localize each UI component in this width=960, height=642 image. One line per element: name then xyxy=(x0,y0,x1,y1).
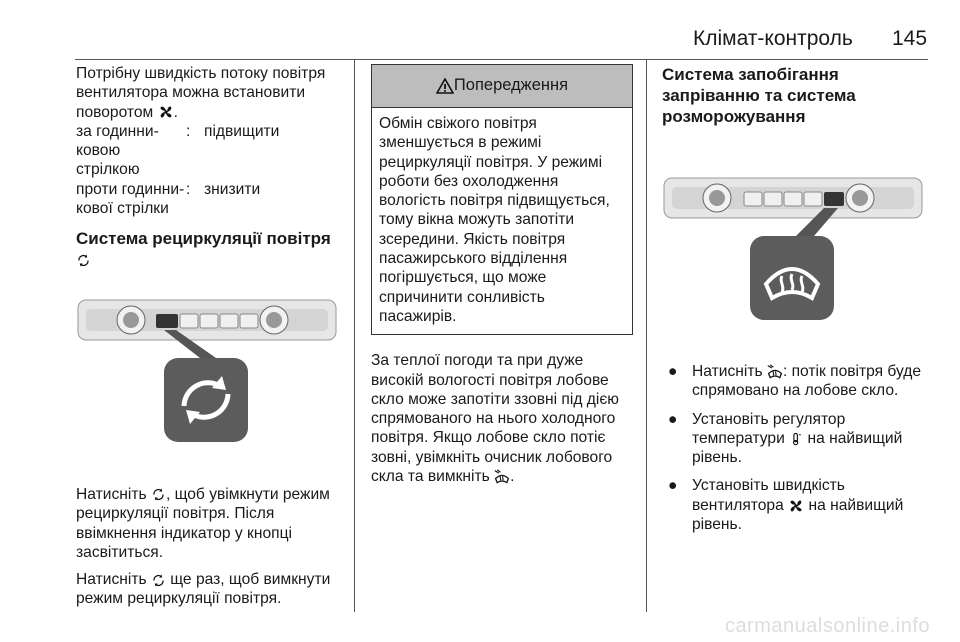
page-header-title: Клімат-контроль xyxy=(693,27,853,50)
bullet-marker: ● xyxy=(668,477,678,495)
fan-icon xyxy=(158,104,174,120)
table-row xyxy=(76,180,346,219)
page-number: 145 xyxy=(892,27,928,50)
table-term: за годинни- ковою стрілкою xyxy=(76,122,159,179)
bullet-marker: ● xyxy=(668,410,678,428)
table-term: проти годинни- кової стрілки xyxy=(76,180,185,218)
fan-rotation-table xyxy=(76,122,346,218)
list-item: ● Установіть швидкість вентилятора на найвищий рівень. xyxy=(662,476,930,534)
column-divider-2 xyxy=(646,60,647,612)
windscreen-defrost-icon xyxy=(494,469,510,485)
fogging-paragraph: За теплої погоди та при дуже високій вологості повітря лобове скло може запотіти ззовні під дією спрямованого на нього холодного повітря. Якщо лобове скло потіє зовні, увімкніть очисник лобового скла та вимкніть . xyxy=(371,352,619,486)
recirculation-icon xyxy=(151,487,166,502)
warning-title: Попередження xyxy=(453,76,569,95)
control-panel-illustration-recirculation xyxy=(76,294,338,454)
column-divider-1 xyxy=(354,60,355,612)
table-row xyxy=(76,122,346,180)
warning-header xyxy=(372,65,632,108)
column-3 xyxy=(662,64,930,127)
table-separator: : xyxy=(186,180,191,198)
windscreen-defrost-icon xyxy=(767,364,783,380)
table-value: знизити xyxy=(204,180,261,198)
section-heading-defrost: Система запобігання запріванню та система розморожування xyxy=(662,65,856,126)
warning-text: Обмін свіжого повітря зменшується в режимі рециркуляції повітря. У режимі роботи без охолодження вологість повітря підвищується, тому вікна можуть запотіти зсередини. Якість повітря пасажирського відділення погіршується, що може спричинити сонливість пасажирів. xyxy=(379,115,610,325)
column-1-lower xyxy=(76,485,346,609)
header-divider xyxy=(75,59,928,60)
table-value: підвищити xyxy=(204,122,280,140)
list-item: ● Установіть регулятор температури на найвищий рівень. xyxy=(662,410,930,468)
watermark: carmanualsonline.info xyxy=(724,615,930,637)
temperature-icon xyxy=(789,431,803,447)
column-1 xyxy=(76,64,346,270)
recirc-off-paragraph: Натисніть ще раз, щоб вимкнути режим рециркуляції повітря. xyxy=(76,571,331,608)
bullet-marker: ● xyxy=(668,363,678,380)
warning-box xyxy=(371,64,633,335)
fan-icon xyxy=(788,498,804,514)
warning-triangle-icon xyxy=(436,78,454,94)
recirculation-icon xyxy=(76,253,91,268)
fan-speed-paragraph: Потрібну швидкість потоку повітря вентилятора можна встановити поворотом . xyxy=(76,65,326,121)
control-panel-illustration-defrost xyxy=(662,172,924,322)
table-separator: : xyxy=(186,122,191,140)
list-item: ● Натисніть : потік повітря буде спрямовано на лобове скло. xyxy=(662,362,930,401)
column-3-bullets xyxy=(662,362,930,543)
column-2 xyxy=(371,64,633,486)
recirculation-icon xyxy=(151,573,166,588)
recirc-on-paragraph: Натисніть , щоб увімкнути режим рециркуляції повітря. Після ввімкнення індикатор у кнопці засвітиться. xyxy=(76,486,330,561)
section-heading-recirculation: Система рециркуляції повітря xyxy=(76,228,346,270)
